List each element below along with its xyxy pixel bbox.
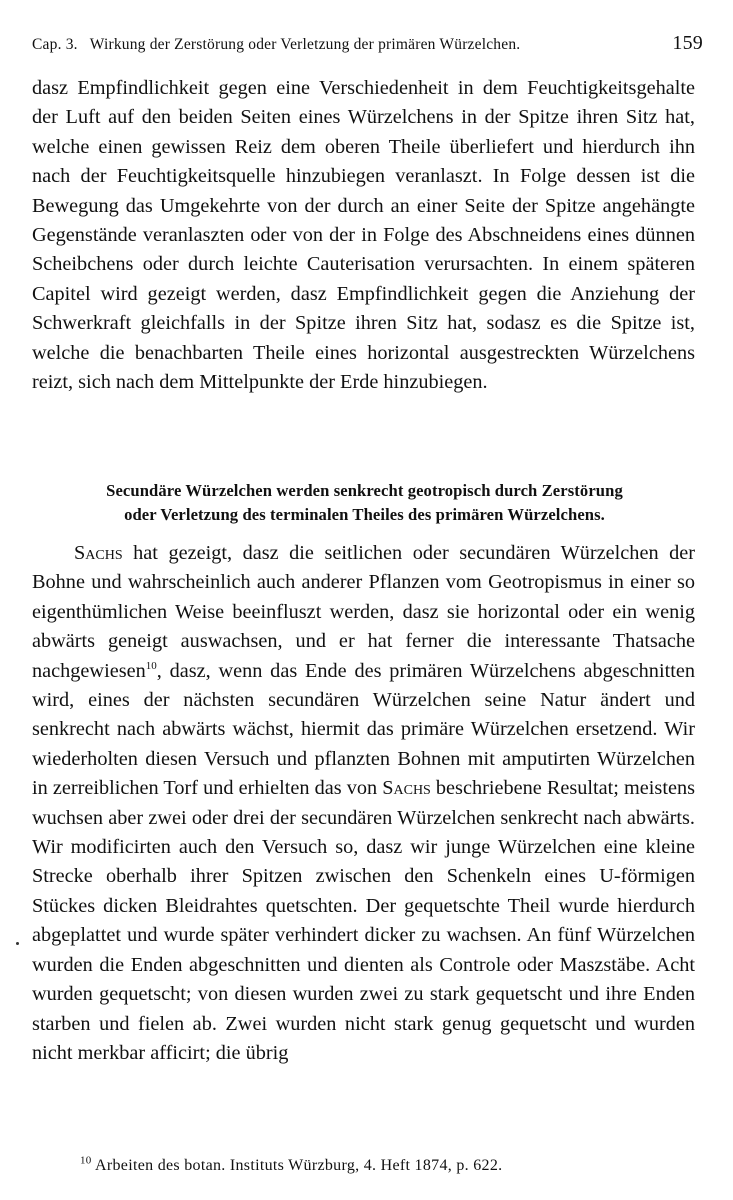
section-heading xyxy=(32,479,697,527)
paragraph-1: dasz Empfindlichkeit gegen eine Verschiedenheit in dem Feuchtigkeitsgehalte der Luft auf den beiden Seiten eines Würzelchens in der Spitze ihren Sitz hat, welche einen gewissen Reiz dem oberen Theile überliefert und hierdurch ihn nach der Feuchtigkeitsquelle hinzubiegen veranlaszt. In Folge dessen ist die Bewegung das Umgekehrte von der durch an einer Seite der Spitze angehängte Gegenstände veranlaszten oder von der in Folge des Abschneidens eines dünnen Scheibchens oder durch leichte Cauterisation verursachten. In einem späteren Capitel wird gezeigt werden, dasz Empfindlichkeit gegen die Anziehung der Schwerkraft gleichfalls in der Spitze ihren Sitz hat, sodasz es die Spitze ist, welche die benachbarten Theile eines horizontal ausgestreckten Würzelchens reizt, sich nach dem Mittelpunkte der Erde hinzubiegen. xyxy=(32,77,695,394)
paragraph-2-text-1: hat gezeigt, dasz die seitlichen oder secundären Würzelchen der Bohne und wahrscheinlich auch anderer Pflanzen vom Geotropismus in einer so eigenthümlichen Weise beeinfluszt werden, dasz sie horizontal oder ein wenig abwärts geneigt auswachsen, und er hat ferner die interessante Thatsache nachgewiesen xyxy=(32,542,695,682)
section-heading-line-2: oder Verletzung des terminalen Theiles des primären Würzelchens. xyxy=(124,505,605,524)
footnote-reference: 10 xyxy=(145,659,157,672)
footnote-text: Arbeiten des botan. Instituts Würzburg, 4. Heft 1874, p. 622. xyxy=(91,1157,503,1174)
section-heading-line-1: Secundäre Würzelchen werden senkrecht geotropisch durch Zerstörung xyxy=(106,481,623,500)
page-number: 159 xyxy=(672,32,703,54)
paragraph-2-text-3: beschriebene Resultat; meistens wuchsen aber zwei oder drei der secundären Würzelchen senkrecht nach abwärts. Wir modificirten auch den Versuch so, dasz wir junge Würzelchen eine kleine Strecke oberhalb ihrer Spitzen zwischen den Schenkeln eines U-förmigen Stückes dicken Bleidrahtes quetschten. Der gequetschte Theil wurde hierdurch abgeplattet und wurde später verhindert dicker zu wachsen. An fünf Würzelchen wurden die Enden abgeschnitten und dienten als Controle oder Maszstäbe. Acht wurden gequetscht; von diesen wurden zwei zu stark gequetscht und ihre Enden starben und fielen ab. Zwei wurden nicht stark genug gequetscht und wurden nicht merkbar afficirt; die übrig xyxy=(32,777,695,1064)
paragraph-2 xyxy=(32,539,695,1068)
running-header xyxy=(32,32,703,55)
chapter-label: Cap. 3. xyxy=(32,36,78,53)
running-title: Wirkung der Zerstörung oder Verletzung der primären Würzelchen. xyxy=(89,36,521,53)
paragraph-2-body xyxy=(32,539,695,1068)
paragraph-2-text-2: , dasz, wenn das Ende des primären Würzelchens abgeschnitten wird, eines der nächsten secundären Würzelchen seine Natur ändert und senkrecht nach abwärts wächst, hiermit das primäre Würzelchen ersetzend. Wir wiederholten diesen Versuch und pflanzten Bohnen mit amputirten Würzelchen in zerreiblichen Torf und erhielten das von xyxy=(32,659,695,800)
footnote-marker: 10 xyxy=(80,1154,92,1167)
author-name: Sachs xyxy=(382,777,431,800)
author-name: Sachs xyxy=(74,542,123,564)
scan-speck xyxy=(16,942,19,945)
footnote xyxy=(80,1154,503,1175)
